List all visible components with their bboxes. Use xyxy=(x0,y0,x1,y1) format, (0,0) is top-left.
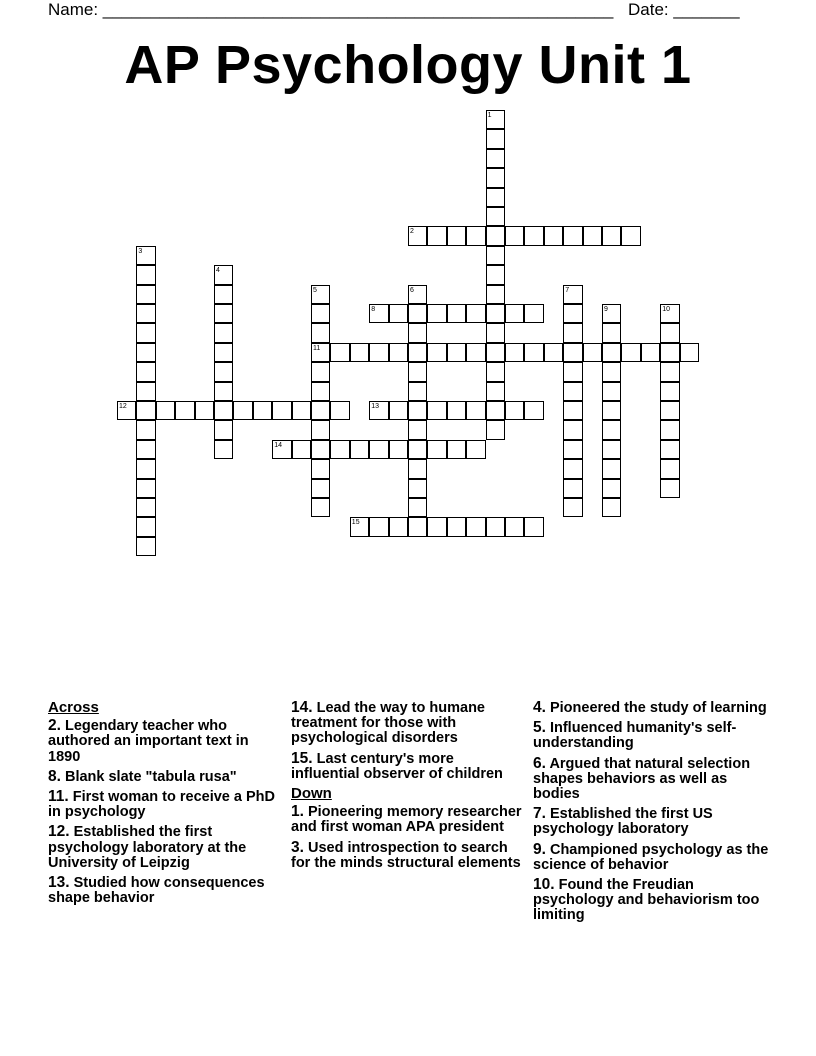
grid-cell[interactable] xyxy=(311,498,330,517)
grid-cell[interactable] xyxy=(524,517,543,536)
grid-cell[interactable] xyxy=(427,226,446,245)
grid-cell[interactable] xyxy=(136,304,155,323)
grid-cell[interactable] xyxy=(447,226,466,245)
clue-down-9: 9. Championed psychology as the science of behavior xyxy=(533,840,769,873)
grid-cell[interactable] xyxy=(466,343,485,362)
clue-across-13: 13. Studied how consequences shape behavior xyxy=(48,874,265,907)
grid-cell[interactable] xyxy=(292,440,311,459)
grid-cell[interactable] xyxy=(621,226,640,245)
grid-cell[interactable] xyxy=(214,401,233,420)
grid-cell-4[interactable] xyxy=(214,265,233,284)
grid-cell[interactable] xyxy=(544,343,563,362)
clue-down-5: 5. Influenced humanity's self-understanding xyxy=(533,719,737,752)
grid-cell-12[interactable] xyxy=(117,401,136,420)
grid-cell-1[interactable] xyxy=(486,110,505,129)
clue-number-label: 14 xyxy=(274,441,282,449)
grid-cell[interactable] xyxy=(486,304,505,323)
clue-number-label: 9 xyxy=(604,306,608,313)
grid-cell[interactable] xyxy=(408,440,427,459)
grid-cell[interactable] xyxy=(350,343,369,362)
grid-cell[interactable] xyxy=(389,517,408,536)
grid-cell[interactable] xyxy=(466,517,485,536)
grid-cell[interactable] xyxy=(408,362,427,381)
grid-cell[interactable] xyxy=(563,382,582,401)
grid-cell[interactable] xyxy=(292,401,311,420)
clue-number-label: 8 xyxy=(371,306,376,313)
grid-cell[interactable] xyxy=(389,401,408,420)
grid-cell[interactable] xyxy=(486,401,505,420)
clue-number-label: 1 xyxy=(487,112,492,119)
grid-cell[interactable] xyxy=(563,420,582,439)
grid-cell[interactable] xyxy=(486,265,505,284)
grid-cell[interactable] xyxy=(524,304,543,323)
clue-number-label: 12 xyxy=(119,403,127,410)
grid-cell[interactable] xyxy=(389,343,408,362)
grid-cell[interactable] xyxy=(621,343,640,362)
grid-cell[interactable] xyxy=(408,498,427,517)
grid-cell[interactable] xyxy=(214,343,233,362)
grid-cell[interactable] xyxy=(544,226,563,245)
page-title: AP Psychology Unit 1 xyxy=(124,35,692,95)
grid-cell[interactable] xyxy=(447,401,466,420)
grid-cell-2[interactable] xyxy=(408,226,427,245)
grid-cell[interactable] xyxy=(660,440,679,459)
grid-cell[interactable] xyxy=(602,362,621,381)
grid-cell[interactable] xyxy=(486,188,505,207)
grid-cell[interactable] xyxy=(447,517,466,536)
grid-cell[interactable] xyxy=(408,304,427,323)
grid-cell[interactable] xyxy=(505,343,524,362)
grid-cell-14[interactable] xyxy=(272,440,291,459)
grid-cell[interactable] xyxy=(563,459,582,478)
grid-cell[interactable] xyxy=(660,401,679,420)
grid-cell[interactable] xyxy=(486,420,505,439)
grid-cell[interactable] xyxy=(136,362,155,381)
grid-cell[interactable] xyxy=(136,459,155,478)
clues-column-1 xyxy=(48,700,283,910)
grid-cell[interactable] xyxy=(563,498,582,517)
grid-cell[interactable] xyxy=(447,304,466,323)
grid-cell[interactable] xyxy=(408,459,427,478)
down-heading: Down xyxy=(291,785,332,803)
clue-down-7: 7. Established the first US psychology laboratory xyxy=(533,805,713,838)
grid-cell[interactable] xyxy=(602,226,621,245)
grid-cell[interactable] xyxy=(214,304,233,323)
clue-number-label: 3 xyxy=(138,247,143,255)
clue-down-4: 4. Pioneered the study of learning xyxy=(533,699,767,716)
grid-cell[interactable] xyxy=(602,459,621,478)
grid-cell[interactable] xyxy=(660,479,679,498)
grid-cell[interactable] xyxy=(486,168,505,187)
grid-cell[interactable] xyxy=(524,401,543,420)
grid-cell[interactable] xyxy=(214,323,233,342)
grid-cell[interactable] xyxy=(136,323,155,342)
clue-number-label: 7 xyxy=(565,286,570,294)
clues-column-2 xyxy=(291,700,526,875)
grid-cell[interactable] xyxy=(680,343,699,362)
grid-cell[interactable] xyxy=(253,401,272,420)
grid-cell[interactable] xyxy=(602,382,621,401)
grid-cell[interactable] xyxy=(136,382,155,401)
grid-cell[interactable] xyxy=(136,440,155,459)
grid-cell[interactable] xyxy=(427,304,446,323)
grid-cell[interactable] xyxy=(602,498,621,517)
name-field: Name: ______________________________________________________ xyxy=(48,0,614,19)
grid-cell[interactable] xyxy=(563,401,582,420)
grid-cell[interactable] xyxy=(563,226,582,245)
clue-across-2: 2. Legendary teacher who authored an important text in 1890 xyxy=(48,717,249,765)
grid-cell[interactable] xyxy=(602,420,621,439)
grid-cell[interactable] xyxy=(486,343,505,362)
clue-number-label: 10 xyxy=(662,306,670,313)
grid-cell-13[interactable] xyxy=(369,401,388,420)
grid-cell[interactable] xyxy=(660,343,679,362)
clue-down-6: 6. Argued that natural selection shapes behaviors as well as bodies xyxy=(533,754,751,803)
grid-cell[interactable] xyxy=(641,343,660,362)
grid-cell[interactable] xyxy=(660,459,679,478)
grid-cell[interactable] xyxy=(311,440,330,459)
grid-cell[interactable] xyxy=(214,382,233,401)
grid-cell[interactable] xyxy=(486,129,505,148)
grid-cell[interactable] xyxy=(311,304,330,323)
grid-cell[interactable] xyxy=(602,479,621,498)
grid-cell[interactable] xyxy=(466,226,485,245)
grid-cell[interactable] xyxy=(563,362,582,381)
grid-cell-8[interactable] xyxy=(369,304,388,323)
grid-cell[interactable] xyxy=(660,382,679,401)
grid-cell[interactable] xyxy=(466,304,485,323)
grid-cell[interactable] xyxy=(311,420,330,439)
grid-cell[interactable] xyxy=(214,285,233,304)
across-heading: Across xyxy=(48,699,99,716)
grid-cell[interactable] xyxy=(563,343,582,362)
grid-cell[interactable] xyxy=(136,285,155,304)
clue-across-14: 14. Lead the way to humane treatment for those with psychological disorders xyxy=(291,699,485,747)
clue-across-15: 15. Last century's more influential observer of children xyxy=(291,749,503,782)
grid-cell[interactable] xyxy=(486,207,505,226)
grid-cell[interactable] xyxy=(369,517,388,536)
date-field: Date: _______ xyxy=(628,0,740,19)
grid-cell[interactable] xyxy=(136,479,155,498)
clue-across-12: 12. Established the first psychology laboratory at the University of Leipzig xyxy=(48,823,247,871)
grid-cell[interactable] xyxy=(466,401,485,420)
grid-cell[interactable] xyxy=(408,517,427,536)
grid-cell[interactable] xyxy=(330,440,349,459)
clue-across-11: 11. First woman to receive a PhD in psychology xyxy=(48,788,275,821)
grid-cell[interactable] xyxy=(175,401,194,420)
grid-cell[interactable] xyxy=(408,420,427,439)
grid-cell-10[interactable] xyxy=(660,304,679,323)
grid-cell[interactable] xyxy=(447,343,466,362)
grid-cell[interactable] xyxy=(136,537,155,556)
grid-cell[interactable] xyxy=(389,440,408,459)
grid-cell[interactable] xyxy=(408,382,427,401)
grid-cell[interactable] xyxy=(466,440,485,459)
clue-number-label: 13 xyxy=(371,403,379,410)
grid-cell[interactable] xyxy=(660,323,679,342)
grid-cell-7[interactable] xyxy=(563,285,582,304)
grid-cell[interactable] xyxy=(408,343,427,362)
clue-number-label: 6 xyxy=(410,286,414,294)
grid-cell[interactable] xyxy=(156,401,175,420)
grid-cell[interactable] xyxy=(486,362,505,381)
grid-cell[interactable] xyxy=(195,401,214,420)
grid-cell[interactable] xyxy=(214,420,233,439)
clues-column-3 xyxy=(533,700,773,928)
clue-down-1: 1. Pioneering memory researcher and first woman APA president xyxy=(291,803,522,836)
clue-number-label: 5 xyxy=(313,286,317,294)
grid-cell[interactable] xyxy=(311,459,330,478)
grid-cell[interactable] xyxy=(311,323,330,342)
grid-cell[interactable] xyxy=(660,420,679,439)
grid-cell[interactable] xyxy=(272,401,291,420)
grid-cell[interactable] xyxy=(369,343,388,362)
grid-cell[interactable] xyxy=(447,440,466,459)
grid-cell[interactable] xyxy=(427,401,446,420)
clue-down-3: 3. Used introspection to search for the minds structural elements xyxy=(291,838,521,871)
grid-cell[interactable] xyxy=(214,440,233,459)
grid-cell-9[interactable] xyxy=(602,304,621,323)
grid-cell[interactable] xyxy=(486,226,505,245)
grid-cell[interactable] xyxy=(330,343,349,362)
grid-cell[interactable] xyxy=(486,517,505,536)
grid-cell[interactable] xyxy=(486,323,505,342)
grid-cell-6[interactable] xyxy=(408,285,427,304)
grid-cell[interactable] xyxy=(563,304,582,323)
grid-cell[interactable] xyxy=(602,343,621,362)
grid-cell[interactable] xyxy=(524,226,543,245)
clue-number-label: 11 xyxy=(313,344,321,352)
clue-down-10: 10. Found the Freudian psychology and behaviorism too limiting xyxy=(533,876,760,924)
clue-number-label: 15 xyxy=(351,519,360,527)
grid-cell[interactable] xyxy=(311,479,330,498)
grid-cell[interactable] xyxy=(583,226,602,245)
clue-number-label: 2 xyxy=(410,228,414,236)
grid-cell[interactable] xyxy=(505,226,524,245)
grid-cell[interactable] xyxy=(563,479,582,498)
grid-cell[interactable] xyxy=(486,285,505,304)
grid-cell-5[interactable] xyxy=(311,285,330,304)
grid-cell[interactable] xyxy=(505,517,524,536)
grid-cell[interactable] xyxy=(408,479,427,498)
grid-cell[interactable] xyxy=(136,517,155,536)
grid-cell-11[interactable] xyxy=(311,343,330,362)
grid-cell[interactable] xyxy=(311,362,330,381)
grid-cell[interactable] xyxy=(136,498,155,517)
grid-cell[interactable] xyxy=(563,323,582,342)
grid-cell[interactable] xyxy=(408,323,427,342)
grid-cell[interactable] xyxy=(136,343,155,362)
grid-cell[interactable] xyxy=(427,517,446,536)
clue-across-8: 8. Blank slate "tabula rusa" xyxy=(48,767,237,785)
grid-cell[interactable] xyxy=(369,440,388,459)
grid-cell[interactable] xyxy=(233,401,252,420)
grid-cell[interactable] xyxy=(136,420,155,439)
grid-cell[interactable] xyxy=(136,265,155,284)
grid-cell[interactable] xyxy=(505,304,524,323)
grid-cell[interactable] xyxy=(583,343,602,362)
grid-cell[interactable] xyxy=(311,382,330,401)
grid-cell[interactable] xyxy=(660,362,679,381)
grid-cell-3[interactable] xyxy=(136,246,155,265)
clue-number-label: 4 xyxy=(216,267,220,275)
grid-cell[interactable] xyxy=(602,323,621,342)
grid-cell[interactable] xyxy=(427,343,446,362)
grid-cell[interactable] xyxy=(427,440,446,459)
grid-cell[interactable] xyxy=(486,149,505,168)
grid-cell[interactable] xyxy=(602,401,621,420)
grid-cell[interactable] xyxy=(214,362,233,381)
grid-cell[interactable] xyxy=(408,401,427,420)
grid-cell[interactable] xyxy=(136,401,155,420)
grid-cell[interactable] xyxy=(350,440,369,459)
grid-cell[interactable] xyxy=(563,440,582,459)
grid-cell[interactable] xyxy=(602,440,621,459)
grid-cell[interactable] xyxy=(330,401,349,420)
grid-cell[interactable] xyxy=(505,401,524,420)
grid-cell-15[interactable] xyxy=(350,517,369,536)
grid-cell[interactable] xyxy=(486,382,505,401)
grid-cell[interactable] xyxy=(311,401,330,420)
grid-cell[interactable] xyxy=(389,304,408,323)
grid-cell[interactable] xyxy=(486,246,505,265)
grid-cell[interactable] xyxy=(524,343,543,362)
